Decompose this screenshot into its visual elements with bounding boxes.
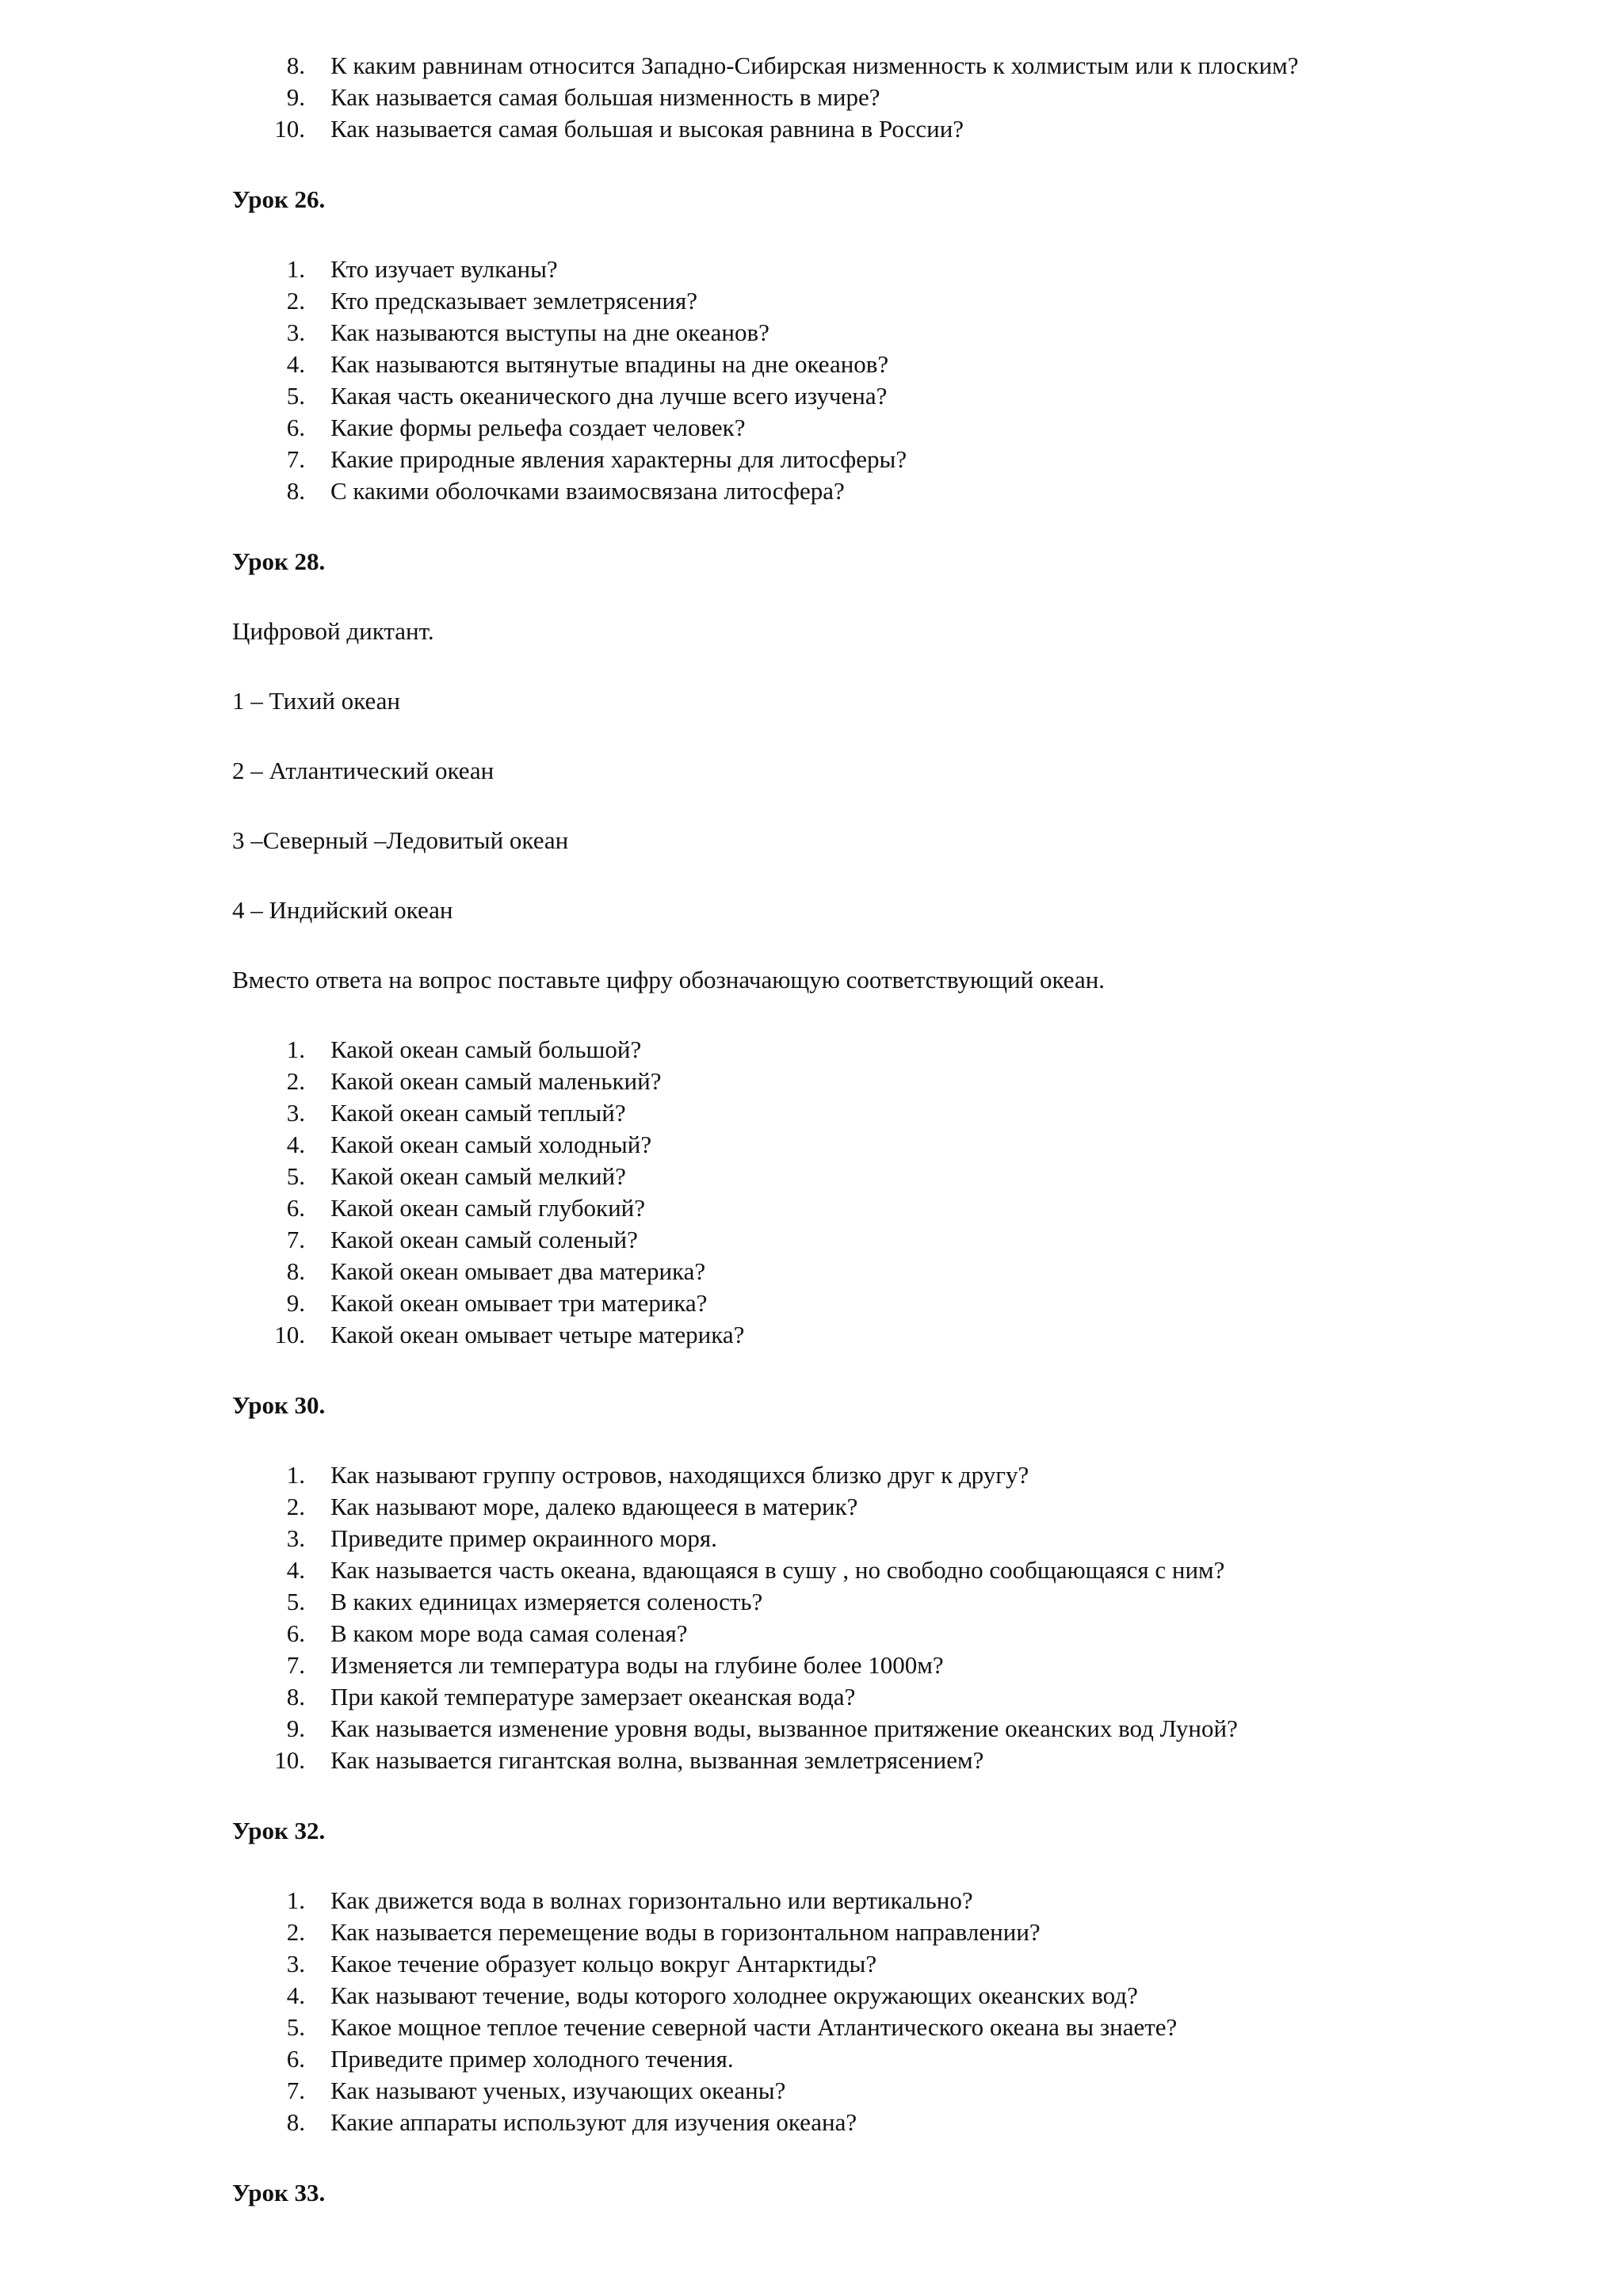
list-item-text: Как называют группу островов, находящихся близко друг к другу? bbox=[330, 1461, 1029, 1489]
list-item-number: 7. bbox=[286, 1651, 305, 1679]
lesson-28-heading: Урок 28. bbox=[232, 547, 326, 575]
list-item-number: 8. bbox=[286, 2108, 305, 2136]
ocean-key-line: 4 – Индийский океан bbox=[232, 896, 453, 924]
list-item-text: Кто предсказывает землетрясения? bbox=[330, 287, 697, 315]
list-item-text: Как называются выступы на дне океанов? bbox=[330, 318, 769, 346]
list-item-number: 10. bbox=[274, 1746, 305, 1774]
list-item-text: Как называется самая большая низменность в мире? bbox=[330, 83, 880, 111]
list-item-text: Какие аппараты используют для изучения океана? bbox=[330, 2108, 857, 2136]
ocean-key-line: 2 – Атлантический океан bbox=[232, 757, 495, 784]
list-item-number: 8. bbox=[286, 51, 305, 79]
list-item-number: 3. bbox=[286, 1950, 305, 1978]
list-item-text: Приведите пример окраинного моря. bbox=[330, 1524, 717, 1552]
list-item-number: 6. bbox=[286, 2045, 305, 2073]
list-item-text: Изменяется ли температура воды на глубине более 1000м? bbox=[330, 1651, 944, 1679]
list-item-number: 4. bbox=[286, 1131, 305, 1158]
list-item-number: 10. bbox=[274, 1321, 305, 1348]
list-item-text: Как называется часть океана, вдающаяся в сушу , но свободно сообщающаяся с ним? bbox=[330, 1556, 1225, 1584]
list-item-number: 2. bbox=[286, 1493, 305, 1520]
list-item-number: 9. bbox=[286, 83, 305, 111]
list-item-number: 4. bbox=[286, 1556, 305, 1584]
list-item-number: 9. bbox=[286, 1289, 305, 1317]
list-item-number: 5. bbox=[286, 1162, 305, 1190]
list-item-text: Какие формы рельефа создает человек? bbox=[330, 414, 746, 441]
list-item-number: 7. bbox=[286, 1226, 305, 1253]
list-item-number: 2. bbox=[286, 287, 305, 315]
ocean-key-line: 3 –Северный –Ледовитый океан bbox=[232, 826, 569, 854]
list-item-text: Приведите пример холодного течения. bbox=[330, 2045, 734, 2073]
list-item-text: Какой океан самый маленький? bbox=[330, 1067, 662, 1095]
list-item-text: Как называют течение, воды которого холоднее окружающих океанских вод? bbox=[330, 1981, 1138, 2009]
list-item-number: 5. bbox=[286, 1588, 305, 1615]
list-item-number: 6. bbox=[286, 414, 305, 441]
list-item-number: 2. bbox=[286, 1918, 305, 1946]
list-item-text: Как называется перемещение воды в горизонтальном направлении? bbox=[330, 1918, 1041, 1946]
list-item-number: 2. bbox=[286, 1067, 305, 1095]
list-item-text: Как называются вытянутые впадины на дне океанов? bbox=[330, 350, 889, 378]
list-item-text: Как называют ученых, изучающих океаны? bbox=[330, 2077, 786, 2104]
lesson-32-heading: Урок 32. bbox=[232, 1817, 326, 1844]
list-item-text: Какой океан самый мелкий? bbox=[330, 1162, 626, 1190]
list-item-text: Какое мощное теплое течение северной части Атлантического океана вы знаете? bbox=[330, 2013, 1178, 2041]
list-item-number: 1. bbox=[286, 1461, 305, 1489]
list-item-text: Как называют море, далеко вдающееся в материк? bbox=[330, 1493, 858, 1520]
list-item-number: 1. bbox=[286, 255, 305, 283]
list-item-text: Какой океан самый большой? bbox=[330, 1035, 642, 1063]
list-item-number: 3. bbox=[286, 1524, 305, 1552]
list-item-text: Кто изучает вулканы? bbox=[330, 255, 558, 283]
list-item-text: Какой океан самый холодный? bbox=[330, 1131, 652, 1158]
dictation-title: Цифровой диктант. bbox=[232, 617, 434, 645]
list-item-number: 5. bbox=[286, 2013, 305, 2041]
list-item-text: Какой океан омывает два материка? bbox=[330, 1257, 706, 1285]
list-item-number: 3. bbox=[286, 318, 305, 346]
list-item-number: 4. bbox=[286, 1981, 305, 2009]
list-item-number: 5. bbox=[286, 382, 305, 410]
ocean-key-line: 1 – Тихий океан bbox=[232, 687, 400, 715]
lesson-30-heading: Урок 30. bbox=[232, 1391, 326, 1419]
list-item-text: При какой температуре замерзает океанская вода? bbox=[330, 1683, 856, 1711]
list-item-text: Какие природные явления характерны для литосферы? bbox=[330, 445, 907, 473]
list-item-text: Какой океан омывает четыре материка? bbox=[330, 1321, 745, 1348]
list-item-number: 7. bbox=[286, 445, 305, 473]
list-item-number: 9. bbox=[286, 1714, 305, 1742]
list-item-text: Какой океан омывает три материка? bbox=[330, 1289, 708, 1317]
list-item-text: В каких единицах измеряется соленость? bbox=[330, 1588, 763, 1615]
list-item-text: Какое течение образует кольцо вокруг Антарктиды? bbox=[330, 1950, 877, 1978]
lesson-26-heading: Урок 26. bbox=[232, 185, 326, 213]
list-item-number: 8. bbox=[286, 477, 305, 505]
list-item-text: Какая часть океанического дна лучше всего изучена? bbox=[330, 382, 888, 410]
list-item-text: Как движется вода в волнах горизонтально или вертикально? bbox=[330, 1886, 973, 1914]
list-item-text: Как называется изменение уровня воды, вызванное притяжение океанских вод Луной? bbox=[330, 1714, 1238, 1742]
list-item-text: Какой океан самый соленый? bbox=[330, 1226, 638, 1253]
list-item-number: 8. bbox=[286, 1257, 305, 1285]
list-item-number: 10. bbox=[274, 115, 305, 143]
list-item-number: 6. bbox=[286, 1619, 305, 1647]
list-item-number: 4. bbox=[286, 350, 305, 378]
list-item-number: 1. bbox=[286, 1035, 305, 1063]
list-item-number: 7. bbox=[286, 2077, 305, 2104]
instruction-text: Вместо ответа на вопрос поставьте цифру обозначающую соответствующий океан. bbox=[232, 966, 1106, 994]
list-item-number: 1. bbox=[286, 1886, 305, 1914]
lesson-33-heading: Урок 33. bbox=[232, 2179, 326, 2206]
list-item-number: 6. bbox=[286, 1194, 305, 1222]
list-item-text: К каким равнинам относится Западно-Сибирская низменность к холмистым или к плоским? bbox=[330, 51, 1299, 79]
list-item-text: Как называется гигантская волна, вызванная землетрясением? bbox=[330, 1746, 984, 1774]
list-item-text: С какими оболочками взаимосвязана литосфера? bbox=[330, 477, 845, 505]
list-item-text: Какой океан самый теплый? bbox=[330, 1099, 626, 1127]
list-item-text: Как называется самая большая и высокая равнина в России? bbox=[330, 115, 964, 143]
list-item-number: 3. bbox=[286, 1099, 305, 1127]
list-item-number: 8. bbox=[286, 1683, 305, 1711]
list-item-text: Какой океан самый глубокий? bbox=[330, 1194, 646, 1222]
list-item-text: В каком море вода самая соленая? bbox=[330, 1619, 688, 1647]
